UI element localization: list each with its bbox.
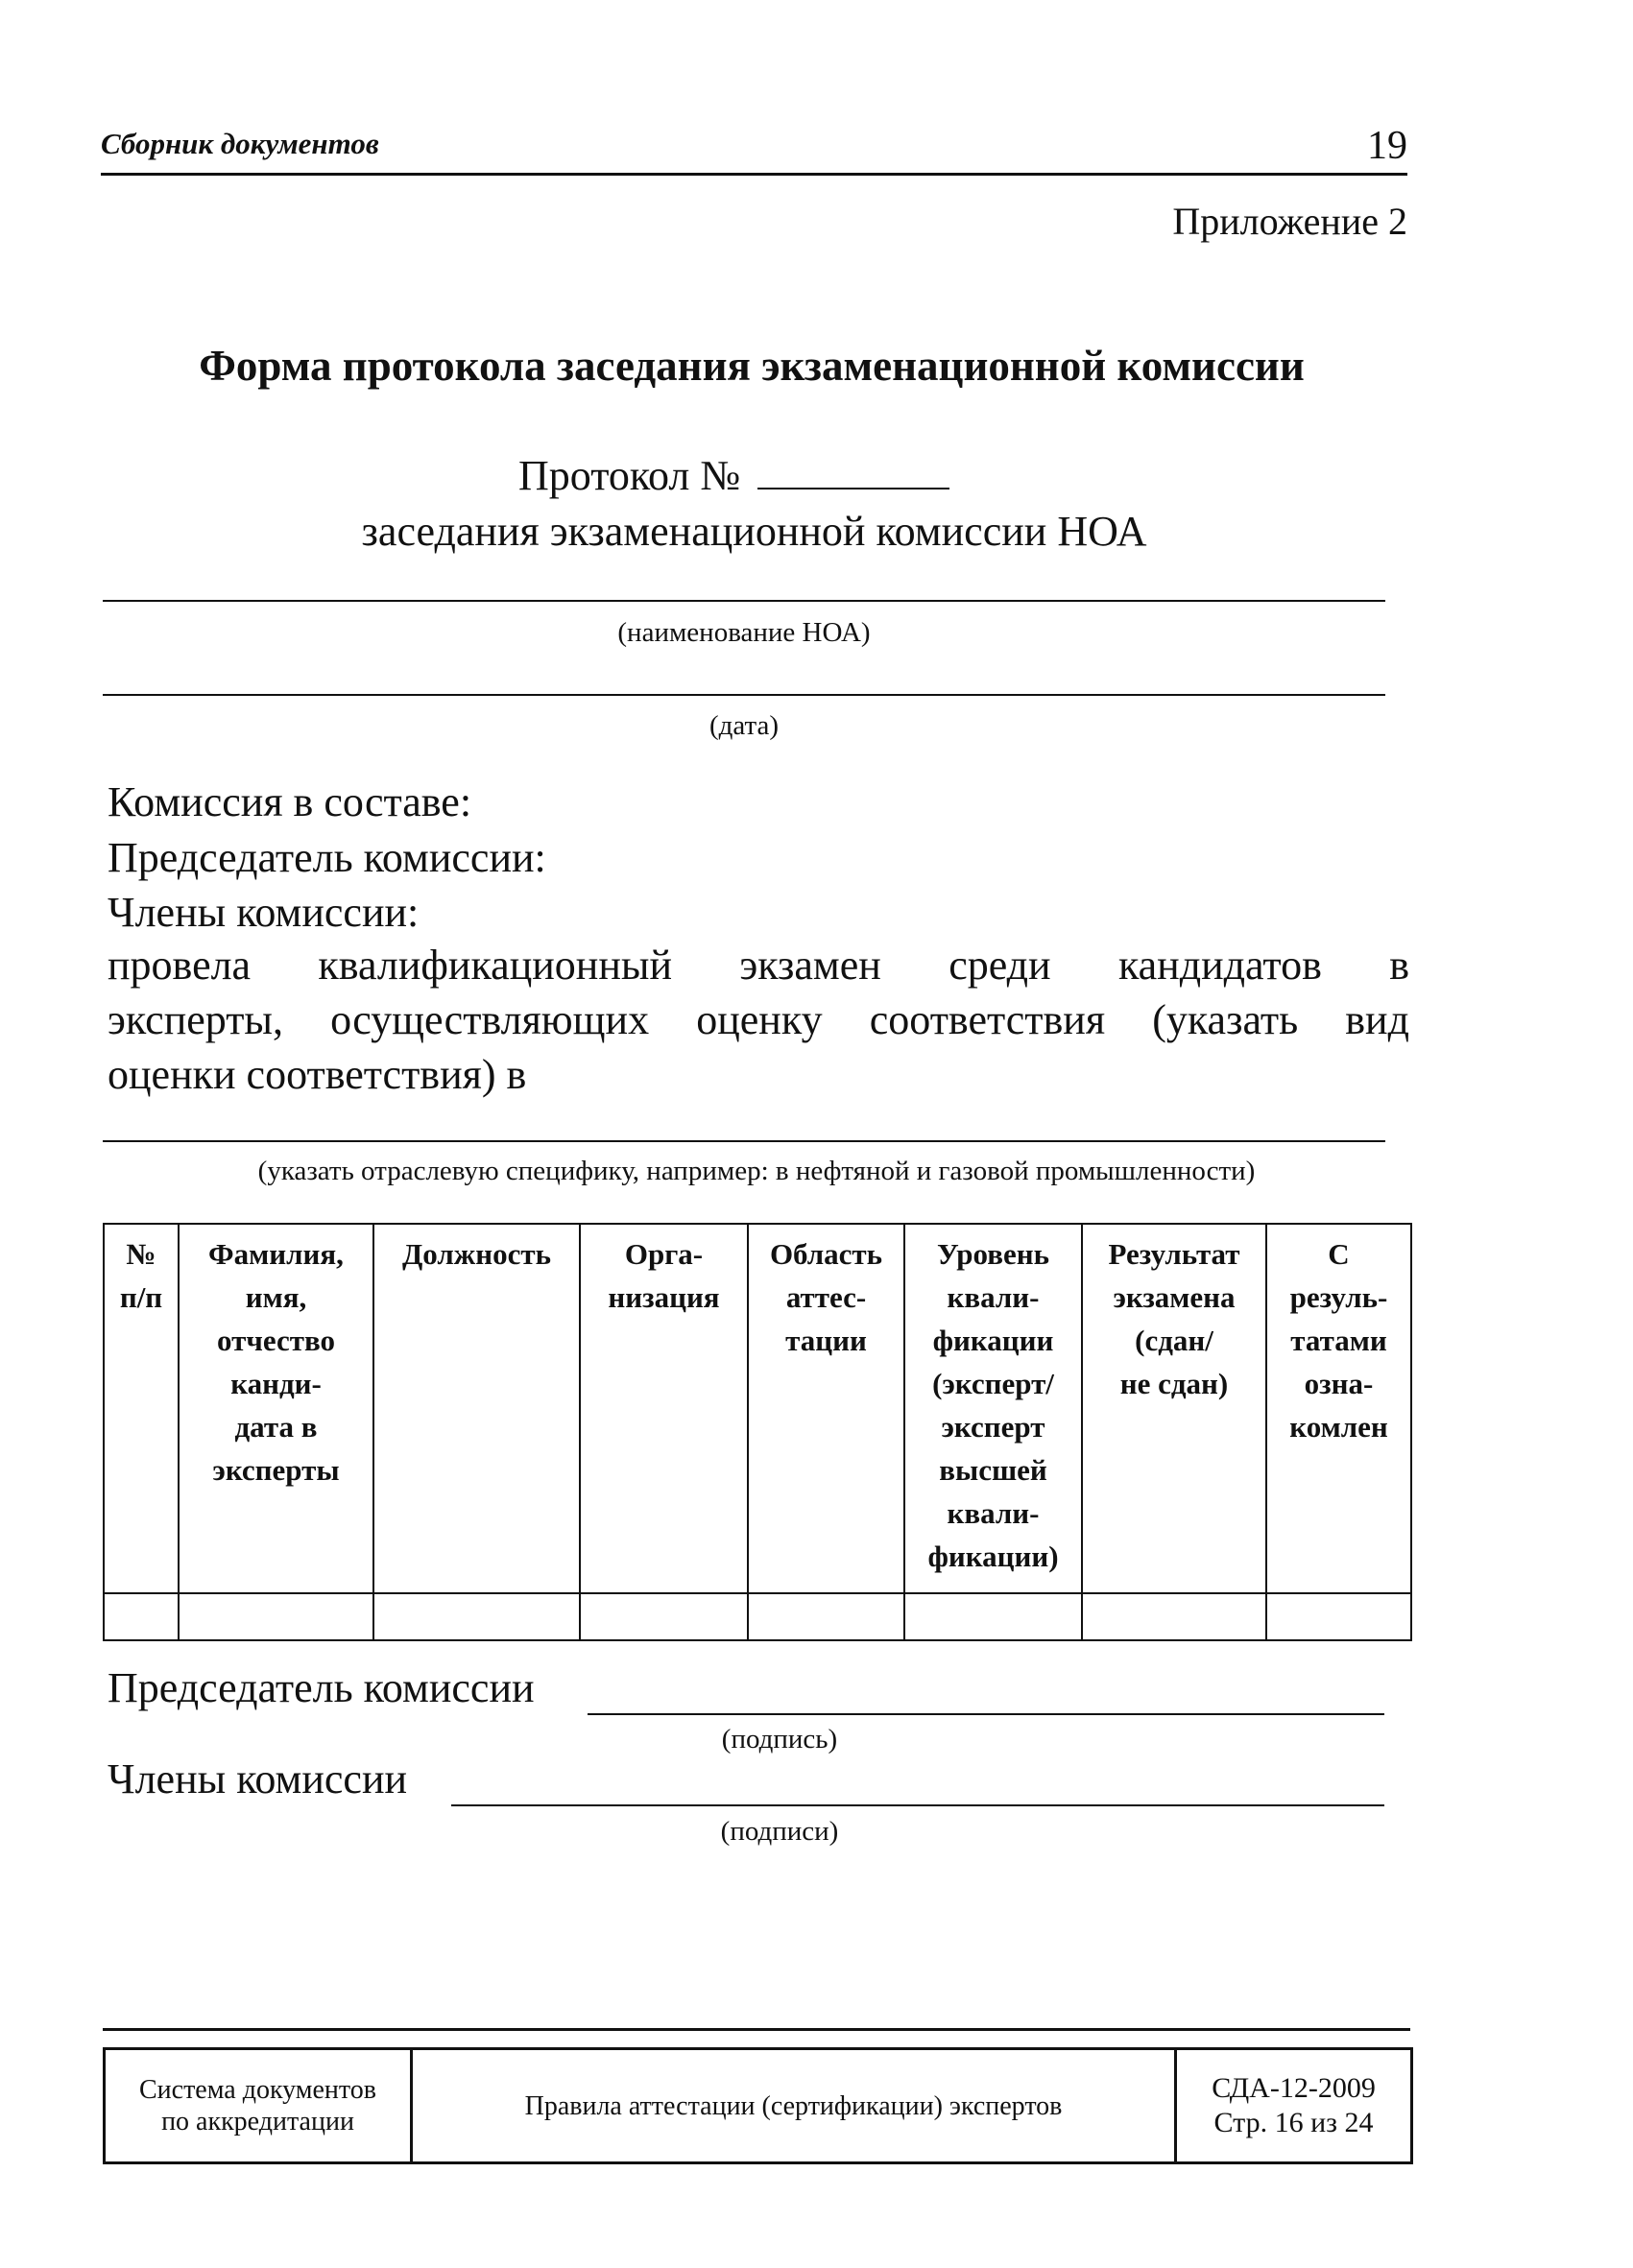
header-rule — [101, 173, 1407, 176]
col-header-organization: Орга- низация — [580, 1224, 748, 1593]
col-header-attestation-area: Область аттес- тации — [748, 1224, 904, 1593]
chairman-signature-label: Председатель комиссии — [108, 1664, 535, 1711]
protocol-number-label: Протокол № — [518, 452, 741, 499]
footer-doc-title: Правила аттестации (сертификации) экспертов — [412, 2049, 1176, 2163]
table-header-row — [104, 1224, 1411, 1593]
members-signature-line — [451, 1804, 1384, 1806]
word: квалификационный — [318, 942, 673, 989]
word: вид — [1345, 996, 1409, 1043]
word: соответствия — [869, 996, 1106, 1043]
word: провела — [108, 942, 252, 989]
col-header-full-name: Фамилия, имя, отчество канди- дата в эксперты — [179, 1224, 373, 1593]
col-header-qualification-level: Уровень квали- фикации (эксперт/ эксперт высшей квали- фикации) — [904, 1224, 1082, 1593]
protocol-subtitle: заседания экзаменационной комиссии НОА — [361, 508, 1147, 555]
noa-name-caption: (наименование НОА) — [617, 617, 871, 648]
table-cell — [580, 1593, 748, 1640]
word: осуществляющих — [330, 996, 650, 1043]
table-cell — [1266, 1593, 1411, 1640]
col-header-position: Должность — [373, 1224, 580, 1593]
running-header-title: Сборник документов — [101, 127, 379, 160]
commission-chairman: Председатель комиссии: — [108, 834, 546, 881]
chairman-signature-caption: (подпись) — [721, 1724, 838, 1755]
word: среди — [949, 942, 1051, 989]
table-row — [104, 1593, 1411, 1640]
date-caption: (дата) — [708, 710, 780, 741]
col-header-exam-result: Результат экзамена (сдан/ не сдан) — [1082, 1224, 1266, 1593]
word: оценку — [696, 996, 823, 1043]
footer-doc-code: СДА-12-2009 Стр. 16 из 24 — [1176, 2049, 1412, 2163]
protocol-number-line — [518, 451, 949, 500]
noa-name-line — [103, 600, 1385, 602]
word: кандидатов — [1117, 942, 1322, 989]
col-header-number: № п/п — [104, 1224, 179, 1593]
form-title: Форма протокола заседания экзаменационной комиссии — [199, 342, 1305, 390]
table-cell — [104, 1593, 179, 1640]
date-line — [103, 694, 1385, 696]
col-header-acknowledged: С резуль- татами озна- комлен — [1266, 1224, 1411, 1593]
commission-text-line2 — [108, 995, 1409, 1044]
table-cell — [1082, 1593, 1266, 1640]
table-cell — [904, 1593, 1082, 1640]
word: экзамен — [739, 942, 881, 989]
commission-text-line3: оценки соответствия) в — [108, 1051, 527, 1098]
appendix-label: Приложение 2 — [1172, 200, 1407, 243]
protocol-number-blank — [757, 451, 949, 489]
footer-rule — [103, 2028, 1410, 2031]
exam-results-table — [103, 1223, 1412, 1641]
footer-table — [103, 2047, 1413, 2164]
table-cell — [179, 1593, 373, 1640]
commission-composition: Комиссия в составе: — [108, 778, 472, 825]
chairman-signature-line — [588, 1713, 1384, 1715]
industry-line — [103, 1140, 1385, 1142]
word: (указать — [1152, 996, 1299, 1043]
industry-caption: (указать отраслевую специфику, например: в нефтяной и газовой промышленности) — [257, 1156, 1256, 1186]
word: в — [1389, 942, 1409, 989]
table-cell — [373, 1593, 580, 1640]
commission-text-line1 — [108, 941, 1409, 990]
members-signature-caption: (подписи) — [720, 1816, 839, 1847]
commission-members: Члены комиссии: — [108, 889, 420, 936]
members-signature-label: Члены комиссии — [108, 1755, 408, 1802]
footer-system: Система документов по аккредитации — [105, 2049, 412, 2163]
word: эксперты, — [108, 996, 283, 1043]
table-cell — [748, 1593, 904, 1640]
page-number: 19 — [1367, 124, 1407, 168]
